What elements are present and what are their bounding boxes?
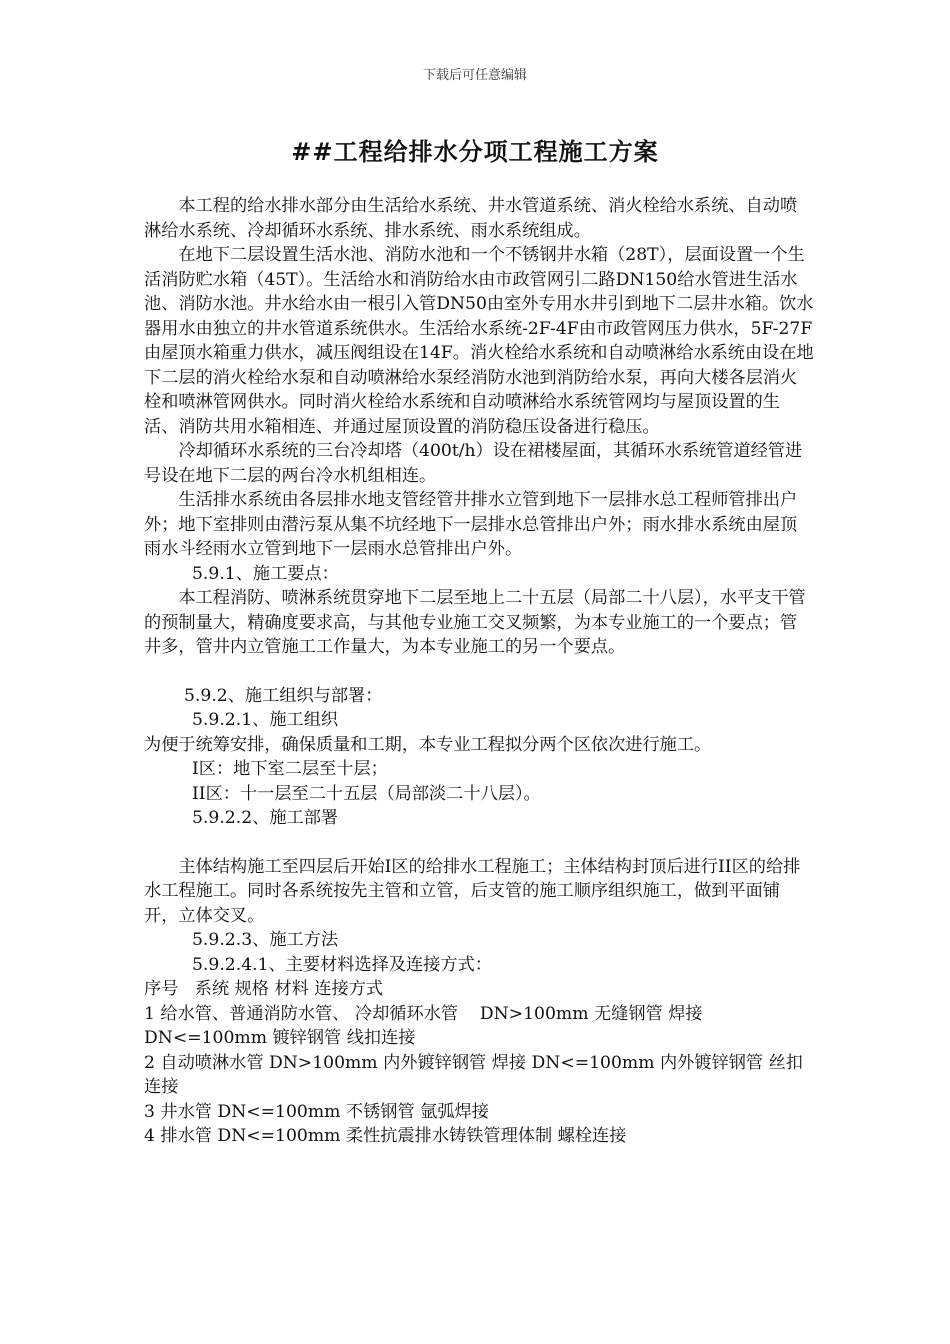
materials-row-1a: 1 给水管、普通消防水管、 冷却循环水管 DN>100mm 无缝钢管 焊接 bbox=[144, 1003, 703, 1024]
paragraph-overview: 本工程的给水排水部分由生活给水系统、井水管道系统、消火栓给水系统、自动喷淋给水系统、冷却循环水系统、排水系统、雨水系统组成。 bbox=[144, 196, 798, 241]
heading-5-9-2-2: 5.9.2.2、施工部署 bbox=[192, 808, 339, 828]
zone-1: Ⅰ区：地下室二层至十层； bbox=[192, 759, 388, 779]
materials-table-header: 序号 系统 规格 材料 连接方式 bbox=[144, 979, 384, 999]
paragraph-cooling: 冷却循环水系统的三台冷却塔（400t/h）设在裙楼屋面，其循环水系统管道经管进号设在地下二层的两台冷水机组相连。 bbox=[144, 441, 803, 486]
heading-5-9-2: 5.9.2、施工组织与部署： bbox=[184, 685, 383, 706]
materials-row-2: 2 自动喷淋水管 DN>100mm 内外镀锌钢管 焊接 DN<=100mm 内外镀锌钢管 丝扣连接 bbox=[144, 1052, 803, 1097]
spacer bbox=[144, 831, 814, 855]
document-title: ##工程给排水分项工程施工方案 bbox=[291, 137, 659, 166]
materials-row-3: 3 井水管 DN<=100mm 不锈钢管 氩弧焊接 bbox=[144, 1101, 489, 1122]
zone-2: II区：十一层至二十五层（局部淡二十八层）。 bbox=[192, 783, 541, 804]
header-note: 下载后可任意编辑 bbox=[422, 68, 527, 83]
materials-row-1b: DN<=100mm 镀锌钢管 线扣连接 bbox=[144, 1028, 416, 1048]
heading-5-9-2-4-1: 5.9.2.4.1、主要材料选择及连接方式： bbox=[192, 954, 492, 975]
heading-5-9-1: 5.9.1、施工要点： bbox=[192, 563, 339, 584]
paragraph-key-points: 本工程消防、喷淋系统贯穿地下二层至地上二十五层（局部二十八层），水平支干管的预制量大，精确度要求高，与其他专业施工交叉频繁，为本专业施工的一个要点；管井多，管井内立管施工工作量大，为本专业施工的另一个要点。 bbox=[144, 588, 806, 657]
paragraph-drainage: 生活排水系统由各层排水地支管经管井排水立管到地下一层排水总工程师管排出户外；地下室排则由潜污泵从集不坑经地下一层排水总管排出户外；雨水排水系统由屋顶雨水斗经雨水立管到地下一层雨水总管排出户外。 bbox=[144, 490, 798, 559]
paragraph-water-supply: 在地下二层设置生活水池、消防水池和一个不锈钢井水箱（28T），层面设置一个生活消防贮水箱（45T）。生活给水和消防给水由市政管网引二路DN150给水管进生活水池、消防水池。井水给水由一根引入管DN50由室外专用水井引到地下二层井水箱。饮水器用水由独立的井水管道系统供水。生活给水系统-2F-4F由市政管网压力供水，5F-27F由屋顶水箱重力供水，减压阀组设在14F。消火栓给水系统和自动喷淋给水系统由设在地下二层的消火栓给水泵和自动喷淋给水泵经消防水池到消防给水泵，再向大楼各层消火栓和喷淋管网供水。同时消火栓给水系统和自动喷淋给水系统管网均与屋顶设置的生活、消防共用水箱相连、并通过屋顶设置的消防稳压设备进行稳压。 bbox=[144, 245, 814, 437]
paragraph-deployment: 主体结构施工至四层后开始Ⅰ区的给排水工程施工；主体结构封顶后进行II区的给排水工程施工。同时各系统按先主管和立管，后支管的施工顺序组织施工，做到平面铺开，立体交叉。 bbox=[144, 856, 801, 926]
paragraph-organization: 为便于统筹安排，确保质量和工期，本专业工程拟分两个区依次进行施工。 bbox=[144, 734, 712, 755]
heading-5-9-2-3: 5.9.2.3、施工方法 bbox=[192, 930, 339, 950]
spacer bbox=[144, 660, 814, 684]
heading-5-9-2-1: 5.9.2.1、施工组织 bbox=[192, 710, 339, 730]
materials-row-4: 4 排水管 DN<=100mm 柔性抗震排水铸铁管理体制 螺栓连接 bbox=[144, 1126, 627, 1146]
document-body bbox=[144, 194, 814, 1149]
